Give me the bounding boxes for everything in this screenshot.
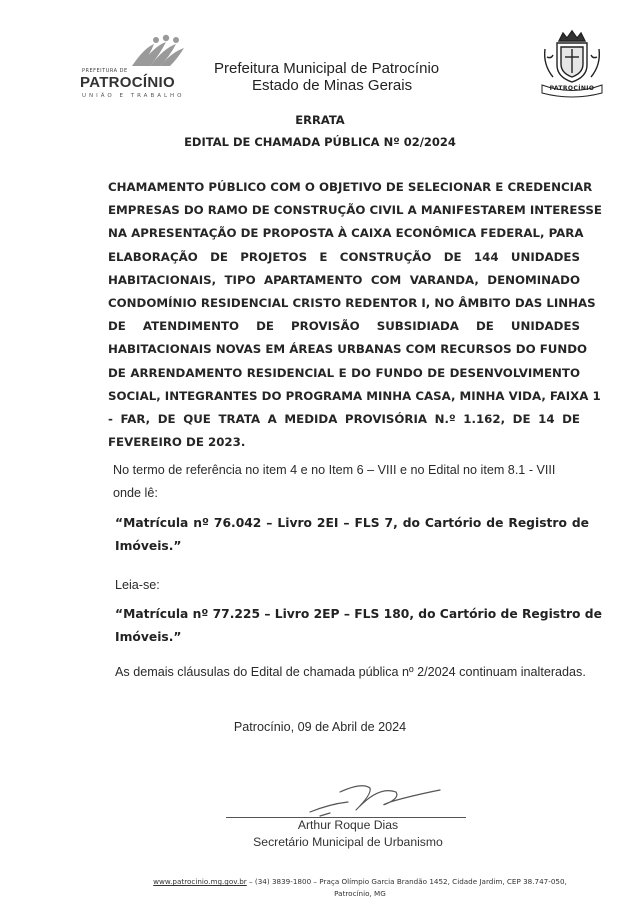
edital-title: EDITAL DE CHAMADA PÚBLICA Nº 02/2024 [184,135,456,149]
errata-title: ERRATA [295,113,345,127]
chamamento-line: EMPRESAS DO RAMO DE CONSTRUÇÃO CIVIL A MANIFESTAREM INTERESSE [108,203,602,218]
crest-banner-text: PATROCÍNIO [549,85,595,92]
quote2-line1: “Matrícula nº 77.225 – Livro 2EP – FLS 180, do Cartório de Registro de [115,607,602,621]
patrocinio-logo [80,32,196,106]
logo-motto: UNIÃO E TRABALHO [82,93,185,99]
coat-of-arms-icon [541,29,603,89]
signatory-role: Secretário Municipal de Urbanismo [253,835,443,849]
logo-name: PATROCÍNIO [80,74,175,91]
footer-website-link[interactable]: www.patrocinio.mg.gov.br [153,877,247,886]
chamamento-line: SOCIAL, INTEGRANTES DO PROGRAMA MINHA CASA, MINHA VIDA, FAIXA 1 [108,388,601,403]
chamamento-line: FEVEREIRO DE 2023. [108,435,246,450]
quote2-line2: Imóveis.” [115,630,182,644]
termo-line2: onde lê: [113,486,158,500]
footer-city: Patrocínio, MG [334,889,386,898]
people-logo-icon [80,32,196,72]
chamamento-line: CONDOMÍNIO RESIDENCIAL CRISTO REDENTOR I, NO ÂMBITO DAS LINHAS [108,296,596,311]
chamamento-line: - FAR, DE QUE TRATA A MEDIDA PROVISÓRIA N.º 1.162, DE 14 DE [108,412,580,427]
quote-leia-se [115,603,602,649]
document-date: Patrocínio, 09 de Abril de 2024 [233,720,407,734]
chamamento-line: NA APRESENTAÇÃO DE PROPOSTA À CAIXA ECONÔMICA FEDERAL, PARA [108,226,584,241]
termo-paragraph [113,459,593,505]
quote1-line2: Imóveis.” [115,539,182,553]
quote-onde-le [115,512,589,558]
header-title-line1: Prefeitura Municipal de Patrocínio [214,60,440,77]
footer-address: – (34) 3839-1800 – Praça Olímpio Garcia Brandão 1452, Cidade Jardim, CEP 38.747-050, [246,877,567,886]
chamamento-line: DE ARRENDAMENTO RESIDENCIAL E DO FUNDO DE DESENVOLVIMENTO [108,365,580,380]
header-title-line2: Estado de Minas Gerais [252,77,413,94]
chamamento-paragraph [108,176,602,454]
chamamento-line: ELABORAÇÃO DE PROJETOS E CONSTRUÇÃO DE 144 UNIDADES [108,249,580,264]
leia-se-label: Leia-se: [115,578,160,592]
chamamento-line: CHAMAMENTO PÚBLICO COM O OBJETIVO DE SELECIONAR E CREDENCIAR [108,180,593,194]
signatory [0,817,640,851]
demais-clausulas: As demais cláusulas do Edital de chamada pública nº 2/2024 continuam inalteradas. [115,665,586,679]
chamamento-line: HABITACIONAIS, TIPO APARTAMENTO COM VARANDA, DENOMINADO [108,272,580,287]
logo-small-text: PREFEITURA DE [82,68,128,74]
header-title [214,60,474,94]
footer [110,876,610,900]
chamamento-line: DE ATENDIMENTO DE PROVISÃO SUBSIDIADA DE UNIDADES [108,319,580,334]
termo-line1: No termo de referência no item 4 e no Item 6 – VIII e no Edital no item 8.1 - VIII [113,463,556,477]
chamamento-line: HABITACIONAIS NOVAS EM ÁREAS URBANAS COM RECURSOS DO FUNDO [108,342,588,357]
municipal-crest [541,29,603,105]
quote1-line1: “Matrícula nº 76.042 – Livro 2EI – FLS 7, do Cartório de Registro de [115,516,589,530]
signatory-name: Arthur Roque Dias [297,818,399,832]
handwritten-signature-icon [300,780,450,820]
